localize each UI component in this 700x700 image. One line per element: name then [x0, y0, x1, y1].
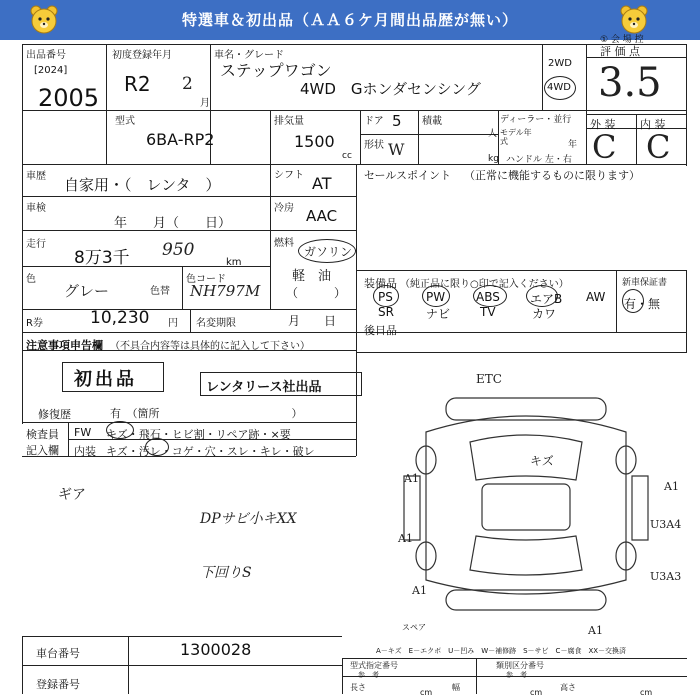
door-label: ドア	[364, 116, 384, 127]
tax-unit: 円	[168, 318, 178, 329]
banner-title: 特選車＆初出品（ＡＡ６ケ月間出品歴が無い）	[181, 11, 518, 29]
mark-circle	[473, 285, 507, 307]
inspection-value: 年 月（ 日）	[114, 216, 232, 231]
score-label: 評 価 点	[600, 45, 640, 58]
model-year-label: モデル年式	[500, 128, 532, 146]
repair-history-label: 修復歴	[38, 408, 71, 421]
hand-note-rust: DPサビ小キXX	[200, 511, 297, 527]
lot-number: 2005	[38, 84, 100, 112]
handle-label: ハンドル 左・右	[506, 155, 572, 165]
model-name: ステップワゴン	[220, 61, 332, 80]
displacement-value: 1500	[294, 132, 335, 151]
exterior-grade: C	[592, 128, 617, 166]
name-change-value: 月 日	[288, 314, 337, 328]
hand-note-gear: ギア	[58, 487, 86, 503]
ac-value: AAC	[306, 207, 338, 225]
history-value: 自家用・（ レンタ ）	[64, 176, 221, 194]
type-label: 型式	[115, 116, 135, 127]
inspection-label: 車検	[26, 203, 46, 214]
cm-unit: cm	[640, 688, 653, 697]
drive-4wd: 4WD	[547, 82, 571, 93]
chassis-value: 1300028	[180, 640, 252, 659]
registration-month-unit: 月	[200, 98, 210, 109]
mark-circle	[106, 421, 134, 439]
score-value: 3.5	[598, 60, 662, 106]
equip-abs: ABS	[476, 290, 500, 304]
tax-value: 10,230	[90, 308, 150, 328]
diagram-mark: A1	[404, 472, 419, 485]
sales-point-label: セールスポイント	[364, 169, 452, 182]
equip-leather: カワ	[532, 307, 557, 321]
lot-number-label: 出品番号	[26, 50, 66, 61]
hand-etc: ETC	[476, 372, 502, 386]
hand-scratch: キズ	[530, 454, 554, 468]
mileage-label: 走行	[26, 239, 46, 250]
notes-label: 注意事項申告欄	[26, 339, 103, 352]
inspector-entry-label: 記入欄	[26, 444, 59, 457]
height-label: 高さ	[560, 683, 576, 692]
mark-circle	[422, 285, 450, 307]
fuel-diesel: 軽 油	[292, 269, 332, 284]
equipment-label: 装備品	[364, 277, 397, 290]
diagram-mark: A1	[664, 480, 679, 493]
lot-year: [2024]	[34, 65, 68, 76]
damage-legend: A－キズ E－エクボ U－凹み W－補修跡 S－サビ C－腐食 XX－交換済	[376, 647, 627, 655]
fw-items: キズ・飛石・ヒビ割・リペア跡・×要	[106, 428, 291, 441]
equip-ps: PS	[378, 290, 393, 304]
color-code-value: NH797M	[190, 282, 261, 300]
equip-pw: PW	[426, 290, 446, 304]
exterior-label: 外 装	[590, 118, 616, 131]
registration-month: 2	[182, 74, 193, 94]
equip-airbag: エアB	[530, 292, 563, 306]
tax-label: R券	[26, 318, 43, 329]
mark-circle	[145, 438, 169, 456]
width-label: 幅	[452, 683, 460, 692]
chassis-label: 車台番号	[36, 647, 80, 660]
displacement-unit: cc	[342, 151, 352, 161]
venue-mark: ① 会 場 控	[600, 35, 644, 45]
load-unit: kg	[488, 154, 499, 164]
mark-circle	[526, 285, 558, 307]
mileage-printed: 8万3千	[74, 248, 130, 268]
door-value: 5	[392, 112, 402, 130]
warranty-label: 新車保証書	[622, 278, 668, 288]
fuel-label: 燃料	[274, 238, 294, 249]
shift-label: シフト	[274, 170, 304, 181]
equipment-hint: （純正品に限り○印で記入ください）	[400, 279, 569, 290]
diagram-mark: A1	[588, 624, 603, 637]
history-label: 車歴	[26, 171, 46, 182]
shape-label: 形状	[364, 140, 384, 151]
model-grade: 4WD Gホンダセンシング	[300, 80, 481, 98]
color-label: 色	[26, 274, 36, 285]
inspector-label: 検査員	[26, 428, 59, 441]
car-damage-diagram	[390, 380, 680, 620]
mileage-unit: km	[226, 257, 242, 268]
model-label: 車名・グレード	[214, 50, 284, 61]
drive-2wd: 2WD	[548, 58, 572, 69]
equip-aw: AW	[586, 290, 606, 304]
fw-head: FW	[74, 426, 92, 439]
diagram-mark: U3A3	[650, 570, 682, 583]
year-unit: 年	[568, 140, 578, 150]
equip-navi: ナビ	[426, 307, 451, 321]
warranty-value: 有・無	[624, 297, 661, 311]
registration-no-label: 登録番号	[36, 678, 80, 691]
color-code-label: 色コード	[186, 274, 226, 285]
reference-label: 参 考	[358, 671, 379, 679]
category-label: 類別区分番号	[496, 661, 544, 670]
diagram-mark: A1	[398, 532, 413, 545]
color-value: グレー	[64, 282, 110, 300]
fuel-other: （ ）	[286, 286, 347, 300]
spare-label: スペア	[402, 623, 426, 632]
rental-stamp-text: レンタリース社出品	[206, 380, 322, 395]
shape-value: W	[388, 140, 405, 159]
remarks-label: 後日品	[364, 324, 397, 337]
displacement-label: 排気量	[274, 116, 304, 127]
reference-label: 参 考	[506, 671, 527, 679]
equip-tv: TV	[480, 305, 496, 319]
diagram-mark: U3A4	[650, 518, 682, 531]
type-value: 6BA-RP2	[146, 130, 215, 149]
cm-unit: cm	[530, 688, 543, 697]
sales-point-hint: （正常に機能するものに限ります）	[464, 169, 640, 182]
fuel-gas: ガソリン	[304, 245, 353, 259]
interior-items: キズ・汚レ・コゲ・穴・スレ・キレ・破レ	[106, 445, 315, 458]
hand-note-under: 下回りS	[200, 565, 252, 581]
warranty-circle	[622, 289, 644, 313]
shift-value: AT	[312, 174, 332, 193]
equip-sr: SR	[378, 305, 394, 319]
diagram-mark: A1	[412, 584, 427, 597]
interior-label: 内 装	[640, 118, 666, 131]
cm-unit: cm	[420, 688, 433, 697]
first-registration-label: 初度登録年月	[112, 50, 172, 61]
length-label: 長さ	[350, 683, 366, 692]
repair-history-value: 有 （箇所 ）	[110, 407, 303, 420]
designation-label: 型式指定番号	[350, 661, 398, 670]
dealer-label: ディーラー・並行	[500, 115, 572, 125]
interior-head: 内装	[74, 445, 96, 458]
interior-grade: C	[646, 128, 671, 166]
mark-circle	[373, 285, 399, 307]
ac-label: 冷房	[274, 203, 294, 214]
mileage-handwritten: 950	[162, 240, 195, 260]
registration-era: R2	[124, 72, 151, 96]
notes-hint: （不具合内容等は具体的に記入して下さい）	[110, 341, 310, 352]
person-unit: 人	[488, 129, 498, 139]
first-listing-stamp-text: 初出品	[74, 369, 137, 390]
name-change-label: 名変期限	[196, 318, 236, 329]
load-label: 積載	[422, 116, 442, 127]
color-change-label: 色替	[150, 286, 170, 297]
